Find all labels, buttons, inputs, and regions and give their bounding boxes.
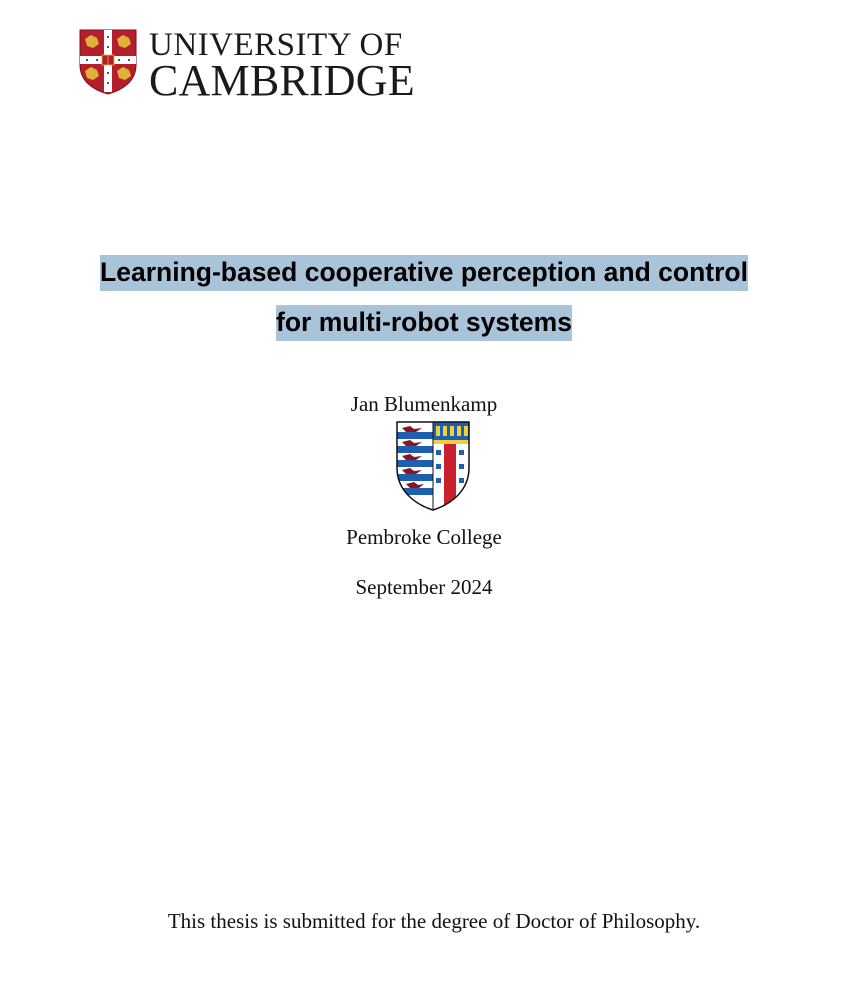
university-name-line1: UNIVERSITY OF <box>149 27 403 63</box>
submission-date: September 2024 <box>355 575 493 599</box>
college-name: Pembroke College <box>346 525 502 549</box>
pembroke-crest-icon <box>394 420 472 512</box>
university-name-line2: CAMBRIDGE <box>149 56 415 105</box>
cambridge-crest-icon <box>79 29 137 95</box>
university-header <box>79 27 415 105</box>
degree-statement: This thesis is submitted for the degree of Doctor of Philosophy. <box>167 909 701 933</box>
thesis-title <box>0 255 848 355</box>
thesis-title-line1: Learning-based cooperative perception and control <box>100 255 748 291</box>
author-name: Jan Blumenkamp <box>350 392 498 416</box>
thesis-title-line2: for multi-robot systems <box>276 305 572 341</box>
university-wordmark <box>149 27 415 105</box>
college-crest <box>394 420 472 512</box>
